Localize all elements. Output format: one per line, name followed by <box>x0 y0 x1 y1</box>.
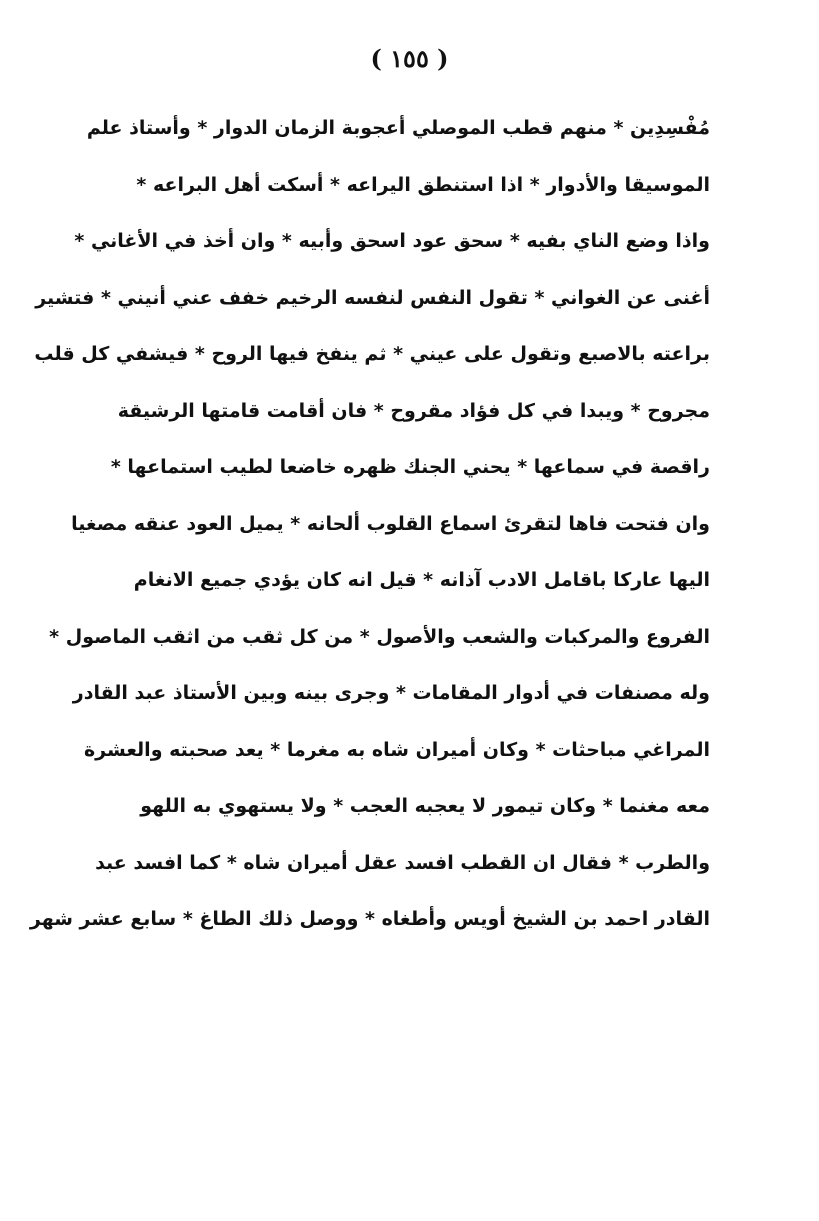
text-line: براعته بالاصبع وتقول على عيني * ثم ينفخ فيها الروح * فيشفي كل قلب <box>34 343 710 365</box>
text-line: وله مصنفات في أدوار المقامات * وجرى بينه وبين الأستاذ عبد القادر <box>72 682 710 704</box>
text-line: راقصة في سماعها * يحني الجنك ظهره خاضعا لطيب استماعها * <box>110 456 710 478</box>
text-line: الفروع والمركبات والشعب والأصول * من كل ثقب من اثقب الماصول * <box>49 625 710 648</box>
text-line: وان فتحت فاها لتقرئ اسماع القلوب ألحانه * يميل العود عنقه مصغيا <box>71 512 710 535</box>
text-line: الموسيقا والأدوار * اذا استنطق اليراعه * أسكت أهل البراعه * <box>136 173 710 196</box>
text-line: والطرب * فقال ان القطب افسد عقل أميران شاه * كما افسد عبد <box>95 851 710 874</box>
text-line: اليها عاركا باقامل الادب آذانه * قيل انه كان يؤدي جميع الانغام <box>133 569 710 591</box>
text-line: أغنى عن الغواني * تقول النفس لنفسه الرخيم خفف عني أنيني * فتشير <box>35 286 710 309</box>
page-number: ( ١٥٥ ) <box>370 44 449 73</box>
text-line: مجروح * ويبدا في كل فؤاد مقروح * فان أقامت قامتها الرشيقة <box>117 399 710 422</box>
text-line: القادر احمد بن الشيخ أويس وأطغاه * ووصل ذلك الطاغ * سابع عشر شهر <box>29 908 710 930</box>
text-line: مُفْسِدِين * منهم قطب الموصلي أعجوبة الزمان الدوار * وأستاذ علم <box>86 117 710 139</box>
body-text <box>29 100 710 948</box>
text-line: واذا وضع الناي بفيه * سحق عود اسحق وأبيه * وان أخذ في الأغاني * <box>74 230 710 252</box>
text-line: معه مغنما * وكان تيمور لا يعجبه العجب * ولا يستهوي به اللهو <box>140 795 710 817</box>
text-line: المراغي مباحثات * وكان أميران شاه به مغرما * يعد صحبته والعشرة <box>83 738 710 761</box>
